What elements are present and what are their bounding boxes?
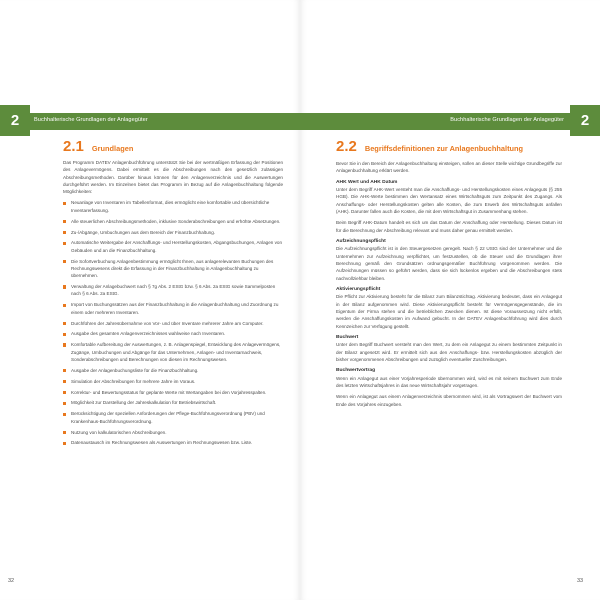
- list-item: Zu-/Abgänge, Umbuchungen aus dem Bereich der Finanzbuchhaltung.: [63, 229, 283, 236]
- feature-list: [63, 199, 283, 446]
- right-page: [300, 0, 600, 600]
- list-item: Berücksichtigung der speziellen Anforderungen der Pflege-Buchführungsverordnung (PBV) und Krankenhaus-Buchführungsverordnung.: [63, 410, 283, 425]
- intro-paragraph: Bevor Sie in den Bereich der Anlagenbuchhaltung einsteigen, sollen an dieser Stelle wichtige Grundbegriffe zur Anlagenbuchhaltung erklärt werden.: [336, 161, 562, 174]
- list-item: Import von Buchungssätzen aus der Finanzbuchhaltung in die Anlagenbuchhaltung und Zuordnung zu einem oder mehreren Inventaren.: [63, 301, 283, 316]
- intro-paragraph: Das Programm DATEV Anlagenbuchführung unterstützt Sie bei der wertmäßigen Erfassung der Positionen des Anlagevermögens. Dabei ermittelt es die Abschreibungen nach den gesetzlich zulässigen Abschreibungsmethoden. Darüber hinaus können für den Anlagenverzeichnis und die Auswertungen durchgeführt werden. Im Einzelnen bietet das Programm im Bezug auf die Anlagenbuchhaltung folgende Möglichkeiten:: [63, 160, 283, 195]
- term-paragraph: Unter dem Begriff Buchwert versteht man den Wert, zu dem ein Anlagegut zu einem bestimmten Zeitpunkt in der Bilanz angesetzt wird. Er ermittelt sich aus den Anschaffungs- bzw. Herstellungskosten abzüglich der bisher vorgenommenen Abschreibungen und zuzüglich eventueller Zuschreibungen.: [336, 342, 562, 362]
- list-item: Verwaltung der Anlagebuchwert nach § 7g Abs. 2 EStG bzw. § 6 Abs. 2a EStG sowie Sammelposten nach § 6 Abs. 2a EStG.: [63, 283, 283, 298]
- chapter-number-tab: 2: [0, 105, 30, 136]
- term-heading: Aufzeichnungspflicht: [336, 238, 386, 244]
- term-paragraph: Beim Begriff AHK-Datum handelt es sich um das Datum der Anschaffung oder Herstellung. Dieses Datum ist für die Berechnung der Abschreibung relevant und muss daher genau ermittelt werden.: [336, 220, 562, 233]
- list-item: Ausgabe des gesamten Anlagenverzeichnisses wahlweise nach Inventaren.: [63, 330, 283, 337]
- list-item: Alle steuerlichen Abschreibungsmethoden, inklusive Sonderabschreibungen und erhöhte Absetzungen.: [63, 218, 283, 225]
- section-title: Grundlagen: [91, 144, 134, 153]
- section-title: Begriffsdefinitionen zur Anlagenbuchhaltung: [364, 144, 524, 153]
- list-item: Datenaustausch im Rechnungswesen als Auswertungen im Rechnungswesen bzw. Liste.: [63, 439, 283, 446]
- term-heading: Buchwertvortrag: [336, 368, 376, 374]
- left-body-text: [63, 159, 283, 450]
- term-paragraph: Wenn ein Anlagegut aus einer Vorjahresperiode übernommen wird, wird es mit seinem Buchwert zum Ende des letzten Wirtschaftsjahres in das neue Wirtschaftsjahr vorgetragen.: [336, 375, 562, 389]
- term-paragraph: Die Aufzeichnungspflicht ist in den Steuergesetzen geregelt. Nach § 22 UStG sind der Unternehmer und die Unternehmen zur Aufzeichnung verpflichtet, um festzustellen, ob die Steuer und die Grundlagen ihrer Berechnung gemäß den Grundsätzen ordnungsgemäßer Buchführung vorgenommen werden. Die Aufzeichnungen müssen so geführt werden, dass sie sich lückenlos ergeben und die Abschreibungen stets nachvollziehbar bleiben.: [336, 246, 562, 281]
- term-heading: AHK Wert und AHK Datum: [336, 179, 398, 185]
- term-paragraph: Wenn ein Anlagegut aus einem Anlagenverzeichnis übernommen wird, ist als Vortragswert der Buchwert vom Ende des Vorjahres einzugeben.: [336, 394, 562, 407]
- chapter-number-tab: 2: [570, 105, 600, 136]
- term-heading: Aktivierungspflicht: [336, 286, 381, 292]
- term-heading: Buchwert: [336, 334, 359, 340]
- list-item: Neuanlage von Inventaren im Tabellenformat, dies ermöglicht eine komfortable und übersichtliche Inventarerfassung.: [63, 199, 283, 214]
- running-head: Buchhalterische Grundlagen der Anlagegüter: [450, 117, 564, 123]
- list-item: Simulation der Abschreibungen für mehrere Jahre im Voraus.: [63, 378, 283, 385]
- list-item: Automatische Weitergabe der Anschaffungs- und Herstellungskosten, Abgangsbuchungen, Anlagen von Gebäuden und an die Finanzbuchhaltung.: [63, 239, 283, 254]
- term-paragraph: Die Pflicht zur Aktivierung besteht für die Bilanz zum Bilanzstichtag. Aktivierung bedeutet, dass ein Anlagegut in der Bilanz aufgenommen wird. Diese Aktivierungspflicht besteht für Vermögensgegenstände, die im Eigentum der Firma stehen und die betrieblichen Zwecken dienen. Ist diese Voraussetzung nicht erfüllt, werden die Anschaffungskosten im Aufwand gebucht. In der DATEV Anlagenbuchführung wird dies durch Kennzeichen zur Verfügung gestellt.: [336, 294, 562, 329]
- list-item: Durchführen der Jahresübernahme von Vor- und über Inventare mehrerer Jahre am Computer.: [63, 320, 283, 327]
- list-item: Möglichkeit zur Darstellung der Jahreskalkulation für Betriebswirtschaft.: [63, 399, 283, 406]
- list-item: Nutzung von kalkulatorischen Abschreibungen.: [63, 429, 283, 436]
- page-number: 33: [577, 578, 584, 584]
- list-item: Ausgabe der Anlagenbuchungsliste für die Finanzbuchhaltung.: [63, 367, 283, 374]
- section-number: 2.2: [336, 138, 357, 155]
- term-paragraph: Unter dem Begriff AHK-Wert versteht man die Anschaffungs- und Herstellungskosten eines Anlageguts (§ 255 HGB). Die AHK-Werte bestimmen den Wertansatz eines Wirtschaftsguts zum Zeitpunkt des Zugangs. Als Anschaffungs- oder Herstellungskosten gelten alle Kosten, die zum Erwerb des Wirtschaftsguts anfallen (AHK). Darunter fallen auch die Kosten, die mit dem Wirtschaftsgut in Zusammenhang stehen.: [336, 187, 562, 214]
- list-item: Korrektur- und Bewertungsstatus für geplante Werte mit Wertangaben bei den Vorjahresspalten.: [63, 389, 283, 396]
- list-item: Die Sofortverbuchung Anlagenbestimmung ermöglicht Ihnen, aus anlagerelevanten Buchungen des Rechnungswesens direkt die Erfassung in der Finanzbuchhaltung in Anlagenbuchhaltung zu übernehmen.: [63, 258, 283, 280]
- right-body-text: [336, 160, 562, 412]
- list-item: Komfortable Aufbereitung der Auswertungen, z. B. Anlagenspiegel, Entwicklung des Anlagevermögens, Zugänge, Umbuchungen und Abgänge für das Unternehmen, Anlagen- und Inventarnachweis, Sonderabschreibungen und Berechnungen von diesen im Rechnungswesen.: [63, 341, 283, 363]
- section-number: 2.1: [63, 138, 84, 155]
- section-heading: [63, 138, 133, 155]
- section-heading: [336, 138, 523, 155]
- page-number: 32: [8, 578, 15, 584]
- running-head: Buchhalterische Grundlagen der Anlagegüter: [34, 117, 148, 123]
